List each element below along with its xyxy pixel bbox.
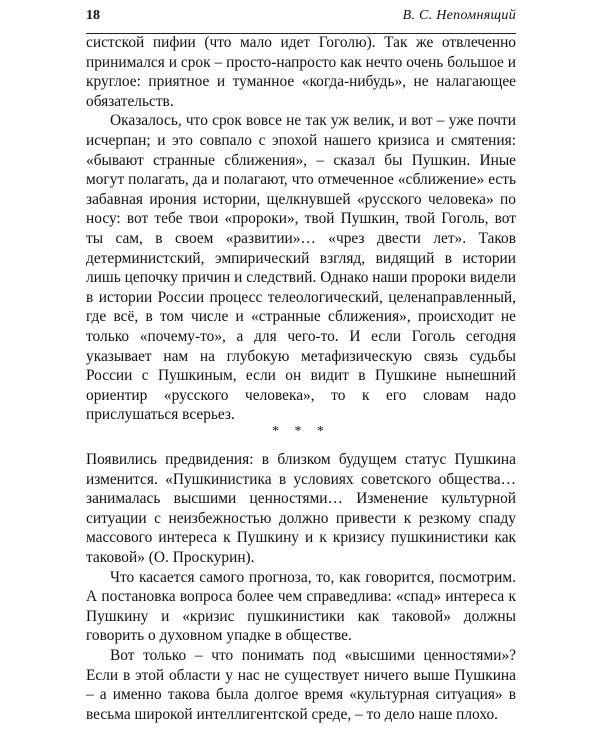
paragraph-4: Что касается самого прогноза, то, как говорится, посмотрим. А постановка вопроса более чем справедлива: «спад» интереса к Пушкину и «кризис пушкинистики как таковой» должны говорить о духовном упадке в обществе. [86,568,516,645]
paragraph-1: систской пифии (что мало идет Гоголю). Так же отвлеченно принимался и срок – просто-напросто как нечто очень большое и круглое: приятное и туманное «когда-нибудь», не налагающее обязательств. [86,34,516,110]
book-page [86,0,516,750]
text-section-1 [86,33,516,425]
running-title-author: В. С. Непомнящий [402,8,516,23]
paragraph-3: Появились предвидения: в близком будущем статус Пушкина изменится. «Пушкинистика в условиях советского общества… занималась высшими ценностями… Изменение культурной ситуации с неизбежностью должно привести к резкому спаду массового интереса к Пушкину и к кризису пушкинистики как таковой» (О. Проскурин). [86,451,516,566]
text-section-2 [86,450,516,724]
section-separator: * * * [272,424,330,439]
running-head [86,6,516,28]
paragraph-2: Оказалось, что срок вовсе не так уж велик, и вот – уже почти исчерпан; и это совпало с эпохой нашего кризиса и смятения: «бывают странные сближения», – сказал бы Пушкин. Иные могут полагать, да и полагают, что отмеченное «сближение» есть забавная ирония истории, щелкнувшей «русского человека» по носу: вот тебе твои «пророки», твой Пушкин, твой Гоголь, вот ты сам, в своем «развитии»… «чрез двести лет». Таков детерминистский, эмпирический взгляд, видящий в истории лишь цепочку причин и следствий. Однако наши пророки видели в истории России процесс телеологический, целенаправленный, где всё, в том числе и «странные сближения», происходит не только «почему-то», а для чего-то. И если Гоголь сегодня указывает нам на глубокую метафизическую связь судьбы России с Пушкиным, если он видит в Пушкине нынешний ориентир «русского человека», то к его словам надо прислушаться всерьез. [86,112,516,424]
page-number: 18 [86,8,100,23]
paragraph-5: Вот только – что понимать под «высшими ценностями»? Если в этой области у нас не существует ничего выше Пушкина – а именно такова была долгое время «культурная ситуация» в весьма широкой интеллигентской среде, – то дело наше плохо. [86,646,516,723]
